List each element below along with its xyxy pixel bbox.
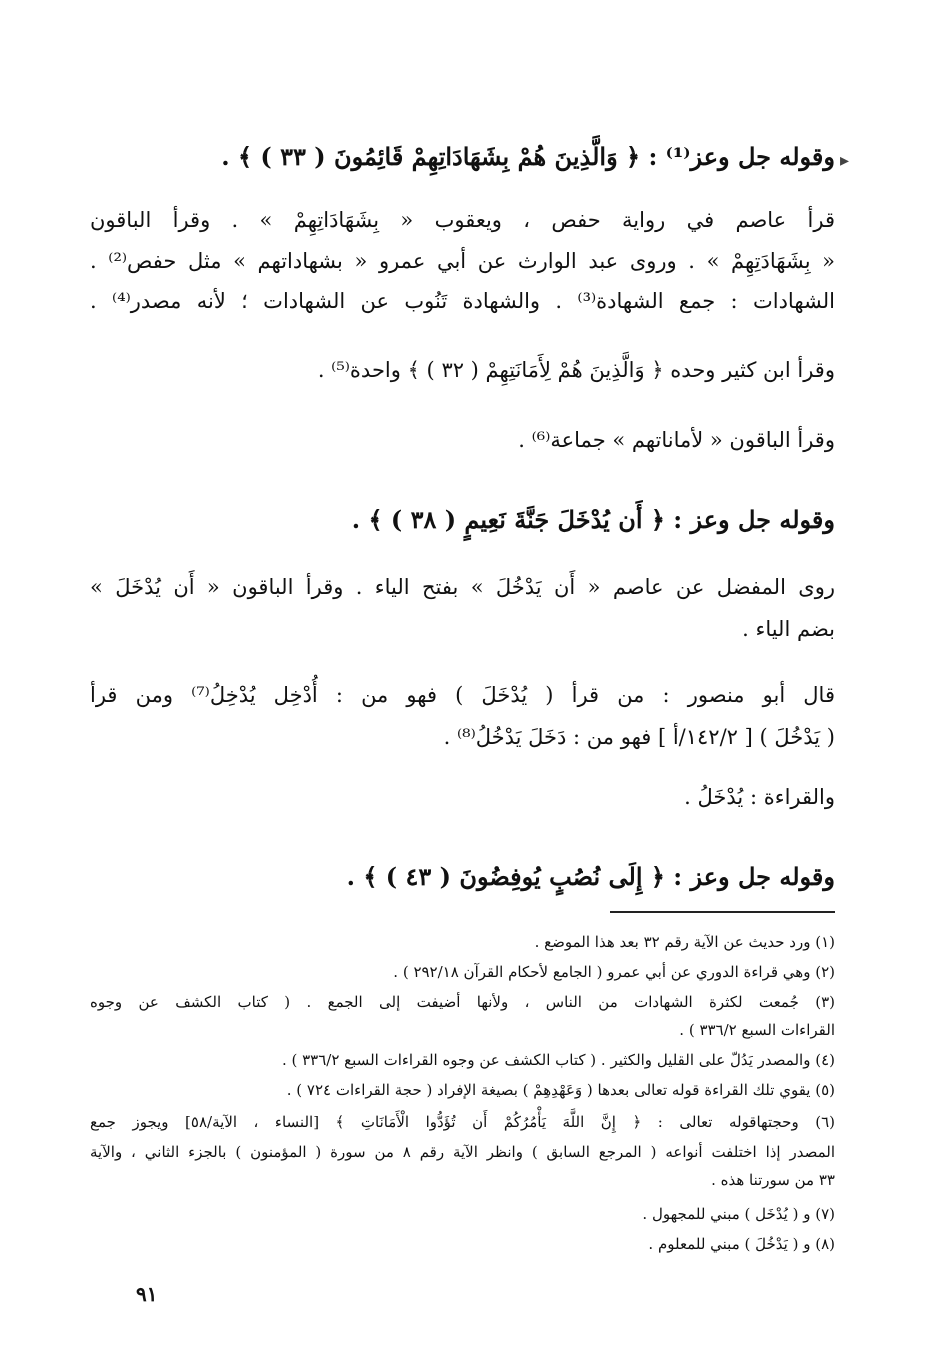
footnote: (٢) وهي قراءة الدوري عن أبي عمرو ( الجامع لأحكام القرآن ٢٩٢/١٨ ) . <box>393 963 835 981</box>
footnote: (٤) والمصدر يَدُلّ على القليل والكثير . ( كتاب الكشف عن وجوه القراءات السبع ٣٣٦/٢ ) . <box>281 1051 835 1069</box>
footnote: المصدر إذا اختلفت أنواعه ( المرجع السابق ) وانظر الآية رقم ٨ من سورة ( المؤمنون ) بالجزء الثاني ، والآية <box>90 1143 835 1161</box>
footnote: (٨) و ( يَدْخُلَ ) مبني للمعلوم . <box>648 1235 835 1253</box>
verse-heading-43: وقوله جل وعز : ﴿ إِلَى نُصُبٍ يُوفِضُونَ ( ٤٣ ) ﴾ . <box>346 862 835 891</box>
text-line: وقرأ ابن كثير وحده ﴿ وَالَّذِينَ هُمْ لِأَمَانَتِهِمْ ( ٣٢ ) ﴾ واحدة⁽⁵⁾ . <box>317 358 835 382</box>
text-line: بضم الياء . <box>742 617 835 641</box>
text-line: قال أبو منصور : من قرأ ( يُدْخَلَ ) فهو من : أُدْخِل يُدْخِلُ⁽⁷⁾ ومن قرأ <box>90 683 835 707</box>
footnote: (٣) جُمعت لكثرة الشهادات من الناس ، ولأنها أضيفت إلى الجمع . ( كتاب الكشف عن وجوه <box>90 993 835 1011</box>
footnote: ٣٣ من سورتنا هذه . <box>711 1171 835 1189</box>
footnote: (٥) يقوي تلك القراءة قوله تعالى بعدها ( وَعَهْدِهِمْ ) بصيغة الإفراد ( حجة القراءات ٧٢٤ ) . <box>286 1081 835 1099</box>
text-line: « بِشَهَادَتِهِمْ » . وروى عبد الوارث عن أبي عمرو « بشهاداتهم » مثل حفص⁽²⁾ . <box>90 249 835 273</box>
footnote: (١) ورد حديث عن الآية رقم ٣٢ بعد هذا الموضع . <box>534 933 835 951</box>
text-line: الشهادات : جمع الشهادة⁽³⁾ . والشهادة تَنُوب عن الشهادات ؛ لأنه مصدر⁽⁴⁾ . <box>90 289 835 313</box>
verse-heading-33: وقوله جل وعز⁽¹⁾ : ﴿ وَالَّذِينَ هُمْ بِشَهَادَاتِهِمْ قَائِمُونَ ( ٣٣ ) ﴾ . <box>221 142 835 171</box>
footnote: (٧) و ( يُدْخَل ) مبني للمجهول . <box>642 1205 835 1223</box>
footnote: (٦) وحجتهاقوله تعالى : ﴿ إِنَّ اللَّهَ يَأْمُرُكُمْ أَن تُؤَدُّوا الْأَمَانَاتِ ﴾ [النساء ، الآية/٥٨] ويجوز جمع <box>90 1113 835 1131</box>
text-line: وقرأ الباقون « لأماناتهم » جماعة⁽⁶⁾ . <box>518 428 835 452</box>
text-line: روى المفضل عن عاصم « أَن يَدْخُلَ » بفتح الياء . وقرأ الباقون « أَن يُدْخَلَ » <box>90 575 835 599</box>
verse-heading-38: وقوله جل وعز : ﴿ أَن يُدْخَلَ جَنَّةَ نَعِيمٍ ( ٣٨ ) ﴾ . <box>351 505 835 534</box>
footnote: القراءات السبع ٣٣٦/٢ ) . <box>679 1021 835 1039</box>
footnote-separator <box>610 911 835 913</box>
text-line: ( يَدْخُلَ ) [ ١٤٢/٢/أ ] فهو من : دَخَلَ يَدْخُلُ⁽⁸⁾ . <box>443 725 835 749</box>
text-line: والقراءة : يُدْخَلُ . <box>684 785 835 809</box>
page-number: ٩١ <box>136 1282 158 1306</box>
margin-mark: ▸ <box>840 150 850 171</box>
text-line: قرأ عاصم في رواية حفص ، ويعقوب « بِشَهَادَاتِهِمْ » . وقرأ الباقون <box>90 208 835 232</box>
